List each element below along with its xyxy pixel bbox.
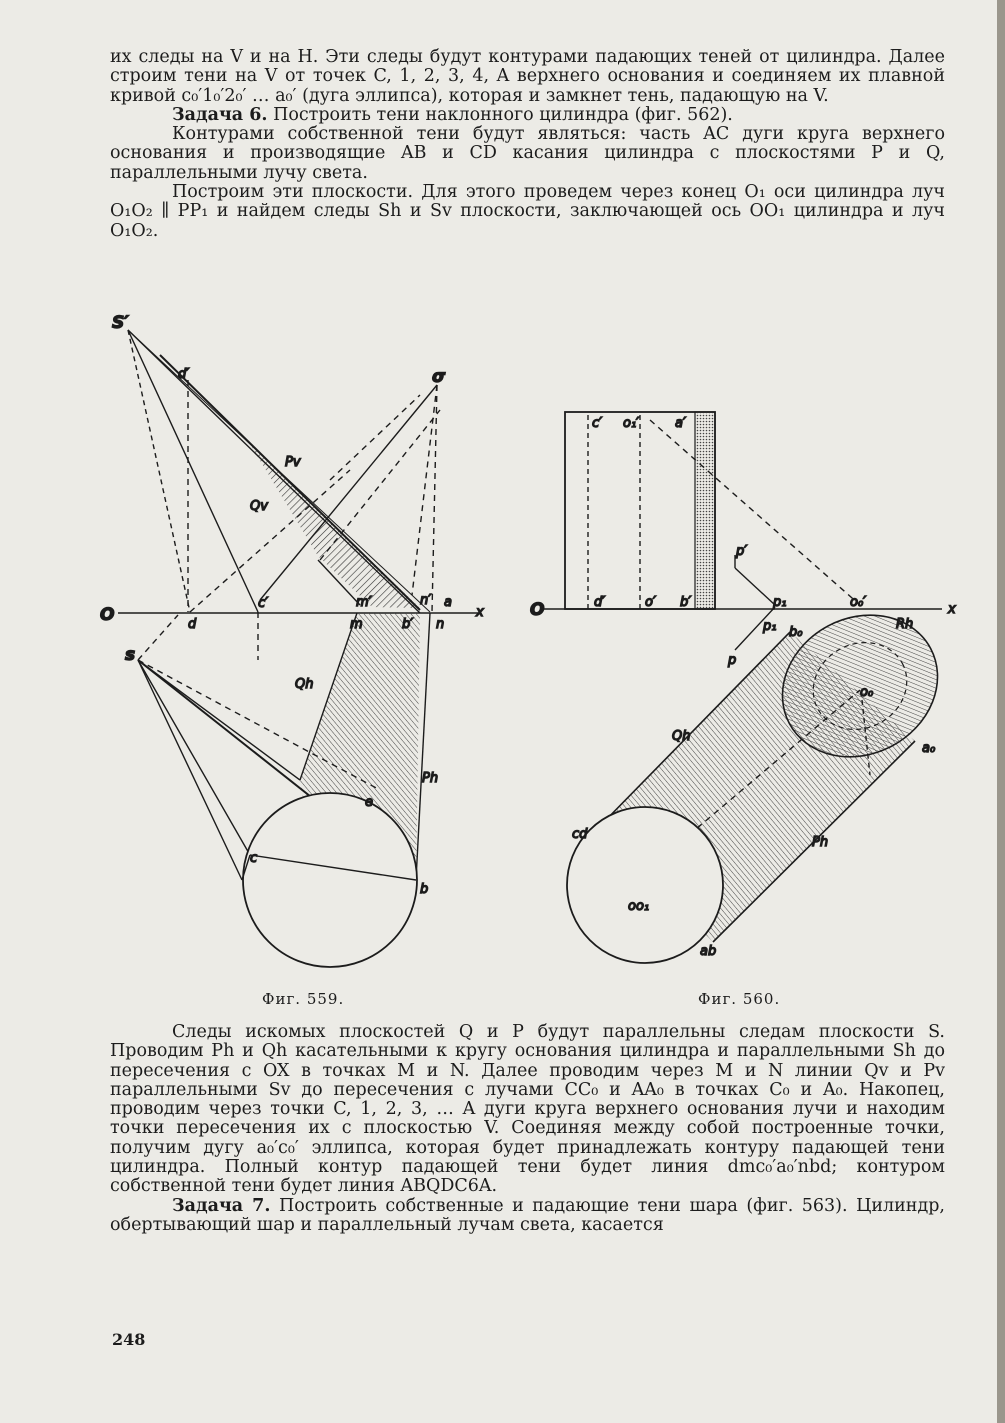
paragraph-continuation: их следы на V и на H. Эти следы будут контурами падающих теней от цилиндра. Далее строим тени на V от точек C, 1, 2, 3, 4, A верхнего основания и соединяем их плавной кривой c₀′1₀′2₀′ … a₀′ (дуга эллипса), которая и замкнет тень, падающую на V. bbox=[110, 47, 945, 106]
label-o: O bbox=[100, 605, 115, 625]
label-sigma: σ bbox=[432, 367, 446, 387]
label-o0: o₀ bbox=[860, 685, 874, 700]
label-d-prime: d′ bbox=[178, 367, 190, 382]
label-n: n bbox=[436, 617, 445, 632]
paragraph-planes: Построим эти плоскости. Для этого проведем через конец O₁ оси цилиндра луч O₁O₂ ∥ PP₁ и найдем следы Sh и Sv плоскости, заключающей ось OO₁ цилиндра и луч O₁O₂. bbox=[110, 182, 945, 241]
label-d: d bbox=[188, 617, 197, 632]
label-p: p bbox=[728, 653, 737, 668]
label-o0-prime: o₀′ bbox=[850, 595, 867, 610]
label-rh: Rh bbox=[896, 617, 914, 632]
label-x-560: x bbox=[948, 602, 956, 617]
paragraph-task7 bbox=[110, 1197, 945, 1236]
task7-label: Задача 7. bbox=[172, 1195, 271, 1216]
label-s-prime: S′ bbox=[112, 313, 129, 333]
label-c: c bbox=[250, 851, 258, 866]
label-ph: Ph bbox=[422, 771, 439, 786]
label-b0: b₀ bbox=[789, 625, 803, 640]
bottom-text-block bbox=[110, 1023, 945, 1235]
label-b-prime-560: b′ bbox=[680, 595, 692, 610]
caption-fig-559: Фиг. 559. bbox=[262, 990, 345, 1008]
label-o-axis: O bbox=[530, 600, 545, 620]
page-edge-shadow bbox=[997, 0, 1005, 1423]
label-p1: p₁ bbox=[773, 595, 787, 610]
label-p-prime: p′ bbox=[736, 544, 748, 559]
label-c-prime-560: c′ bbox=[592, 416, 603, 431]
label-a: a bbox=[444, 595, 452, 610]
label-b-prime: b′ bbox=[402, 617, 414, 632]
label-ab: ab bbox=[700, 944, 717, 959]
label-b: b bbox=[420, 882, 429, 897]
label-p1-low: p₁ bbox=[763, 619, 777, 634]
label-d-prime-560: d′ bbox=[594, 595, 606, 610]
paragraph-contours: Контурами собственной тени будут являться: часть AC дуги круга верхнего основания и производящие AB и CD касания цилиндра с плоскостями P и Q, параллельными лучу света. bbox=[110, 124, 945, 183]
label-n-prime: n′ bbox=[420, 593, 432, 608]
label-m: m bbox=[350, 617, 363, 632]
label-cd: cd bbox=[572, 827, 588, 842]
task6-text: Построить тени наклонного цилиндра (фиг. 562). bbox=[273, 104, 733, 125]
figure-560 bbox=[530, 412, 963, 963]
task6-label: Задача 6. bbox=[172, 104, 268, 125]
figure-559 bbox=[100, 313, 484, 967]
caption-fig-560: Фиг. 560. bbox=[698, 990, 781, 1008]
label-qh-560: Qh bbox=[672, 729, 691, 744]
label-qv: Qv bbox=[250, 499, 268, 514]
label-a0: a₀ bbox=[922, 741, 936, 756]
label-qh: Qh bbox=[295, 677, 314, 692]
page-number: 248 bbox=[112, 1330, 146, 1349]
label-oo1: oo₁ bbox=[628, 899, 650, 914]
label-s: s bbox=[125, 645, 136, 665]
label-ph-560: Ph bbox=[812, 835, 829, 850]
task7-text: Построить собственные и падающие тени шара (фиг. 563). Цилиндр, обертывающий шар и параллельный лучам света, касается bbox=[110, 1195, 945, 1235]
paragraph-traces: Следы искомых плоскостей Q и P будут параллельны следам плоскости S. Проводим Ph и Qh касательными к кругу основания цилиндра и параллельными Sh до пересечения с OX в точках M и N. Далее проводим через M и N линии Qv и Pv параллельными Sv до пересечения с лучами CC₀ и AA₀ в точках C₀ и A₀. Накопец, проводим через точки C, 1, 2, 3, … A дуги круга верхнего основания лучи и находим точки пересечения их с плоскостью V. Соединяя между собой построенные точки, получим дугу a₀′c₀′ эллипса, которая будет принадлежать контуру падающей тени цилиндра. Полный контур падающей тени будет линия dmc₀′a₀′nbd; контуром собственной тени будет линия ABQDC6A. bbox=[110, 1022, 945, 1197]
label-m-prime: m′ bbox=[356, 595, 372, 610]
label-a-prime: a′ bbox=[675, 416, 686, 431]
label-c-prime: c′ bbox=[258, 596, 269, 611]
label-e: e bbox=[365, 795, 373, 810]
label-x: x bbox=[476, 605, 484, 620]
label-o-prime: o′ bbox=[645, 595, 656, 610]
label-pv: Pv bbox=[285, 455, 301, 470]
label-o1-prime: o₁′ bbox=[623, 416, 640, 431]
